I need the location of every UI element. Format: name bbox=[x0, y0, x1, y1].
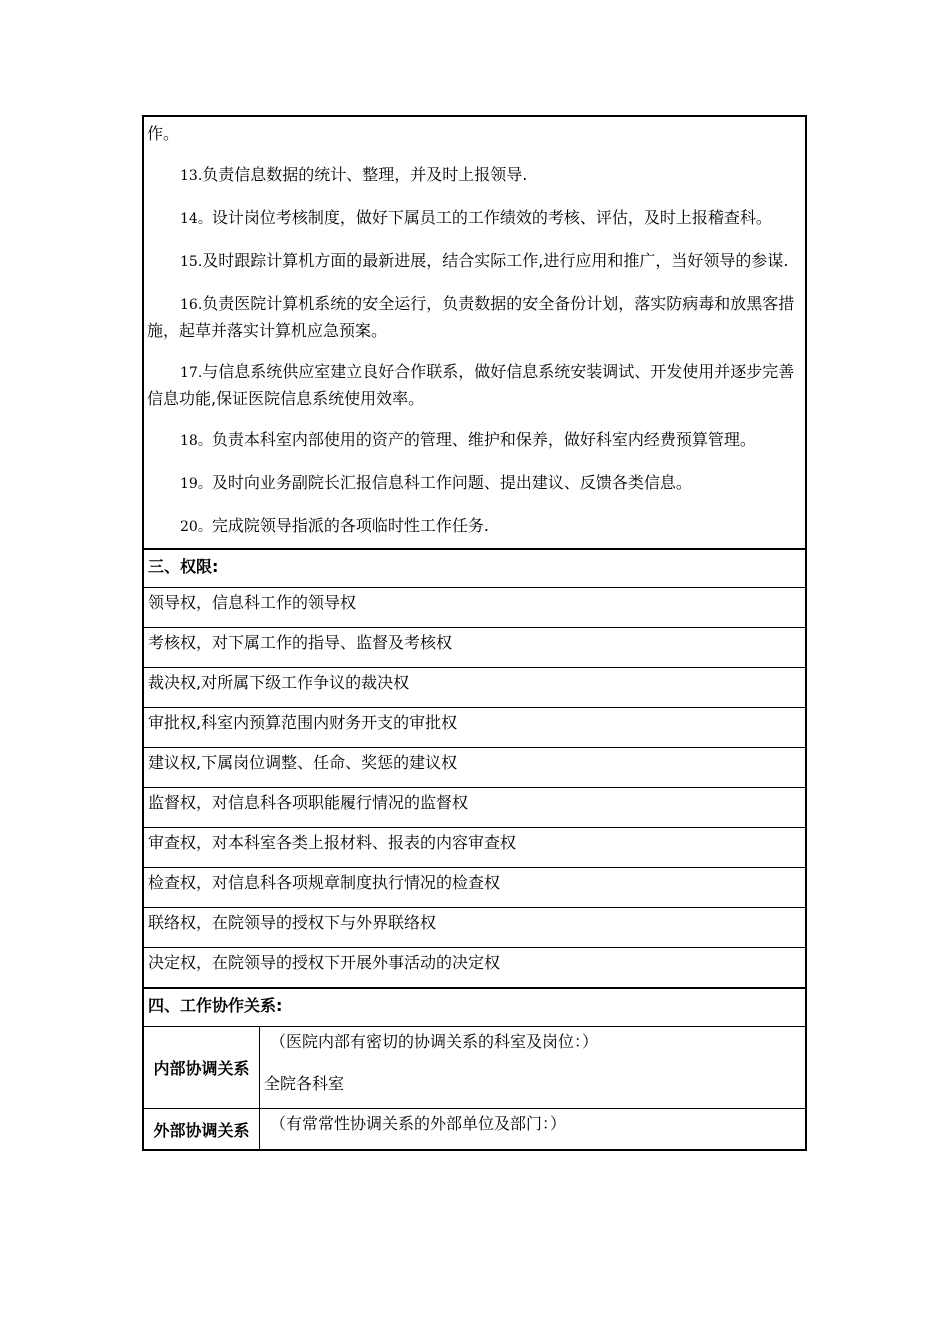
duty-item-13 bbox=[147, 162, 801, 189]
duty-number: 20。 bbox=[180, 519, 212, 535]
duty-item-15 bbox=[147, 248, 801, 275]
internal-coordination-value: 全院各科室 bbox=[264, 1074, 345, 1093]
duty-text: 负责信息数据的统计、整理，并及时上报领导. bbox=[202, 165, 528, 184]
duty-text: 及时跟踪计算机方面的最新进展，结合实际工作,进行应用和推广，当好领导的参谋. bbox=[202, 251, 789, 270]
authority-row: 建议权,下属岗位调整、任命、奖惩的建议权 bbox=[144, 747, 805, 787]
external-coordination-label: 外部协调关系 bbox=[144, 1109, 260, 1149]
internal-coordination-label: 内部协调关系 bbox=[144, 1027, 260, 1108]
authority-row: 裁决权,对所属下级工作争议的裁决权 bbox=[144, 667, 805, 707]
duty-text: 及时向业务副院长汇报信息科工作问题、提出建议、反馈各类信息。 bbox=[211, 473, 692, 492]
job-description-table bbox=[142, 115, 807, 1151]
authority-row: 监督权，对信息科各项职能履行情况的监督权 bbox=[144, 787, 805, 827]
duty-item-20 bbox=[147, 513, 801, 540]
internal-coordination-body bbox=[260, 1027, 805, 1108]
duty-text: 完成院领导指派的各项临时性工作任务. bbox=[211, 516, 489, 535]
duty-continuation: 作。 bbox=[147, 124, 180, 143]
authority-heading: 三、权限: bbox=[144, 548, 805, 587]
external-coordination-body bbox=[260, 1109, 805, 1149]
duty-text: 负责医院计算机系统的安全运行，负责数据的安全备份计划，落实防病毒和放黑客措施，起草并落实计算机应急预案。 bbox=[147, 294, 795, 340]
authority-row: 领导权，信息科工作的领导权 bbox=[144, 587, 805, 627]
authority-row: 检查权，对信息科各项规章制度执行情况的检查权 bbox=[144, 867, 805, 907]
duty-item-14 bbox=[147, 205, 801, 232]
duty-number: 13. bbox=[180, 168, 203, 184]
external-coordination-row bbox=[144, 1108, 805, 1149]
duty-number: 17. bbox=[180, 365, 203, 381]
duties-section bbox=[144, 117, 805, 548]
duty-number: 19。 bbox=[180, 476, 212, 492]
duty-item-18 bbox=[147, 427, 801, 454]
duty-item-19 bbox=[147, 470, 801, 497]
duty-number: 18。 bbox=[180, 433, 212, 449]
duty-number: 14。 bbox=[180, 211, 212, 227]
duty-number: 16. bbox=[180, 297, 203, 313]
duty-item-16 bbox=[147, 291, 801, 343]
internal-coordination-row bbox=[144, 1026, 805, 1108]
duty-text: 与信息系统供应室建立良好合作联系，做好信息系统安装调试、开发使用并逐步完善信息功能,保证医院信息系统使用效率。 bbox=[147, 362, 795, 408]
external-coordination-note: （有常常性协调关系的外部单位及部门：） bbox=[270, 1114, 567, 1133]
authority-row: 审批权,科室内预算范围内财务开支的审批权 bbox=[144, 707, 805, 747]
duty-item-17 bbox=[147, 359, 801, 411]
duty-text: 设计岗位考核制度，做好下属员工的工作绩效的考核、评估，及时上报稽查科。 bbox=[211, 208, 772, 227]
internal-coordination-note: （医院内部有密切的协调关系的科室及岗位：） bbox=[270, 1032, 599, 1051]
duty-text: 负责本科室内部使用的资产的管理、维护和保养，做好科室内经费预算管理。 bbox=[211, 430, 756, 449]
cooperation-heading: 四、工作协作关系: bbox=[144, 987, 805, 1026]
authority-row: 审查权，对本科室各类上报材料、报表的内容审查权 bbox=[144, 827, 805, 867]
authority-row: 联络权，在院领导的授权下与外界联络权 bbox=[144, 907, 805, 947]
duty-number: 15. bbox=[180, 254, 203, 270]
authority-row: 决定权，在院领导的授权下开展外事活动的决定权 bbox=[144, 947, 805, 987]
authority-row: 考核权，对下属工作的指导、监督及考核权 bbox=[144, 627, 805, 667]
